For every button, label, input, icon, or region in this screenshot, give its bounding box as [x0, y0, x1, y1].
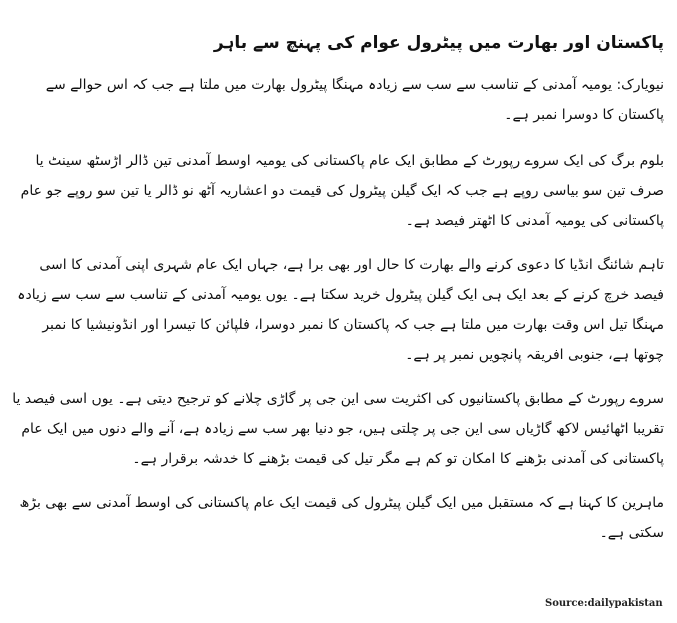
article-paragraph-2: بلوم برگ کی ایک سروے رپورٹ کے مطابق ایک عام پاکستانی کی یومیہ اوسط آمدنی تین ڈالر اڑسٹھ سینٹ یا صرف تین سو بیاسی روپے ہے جب کہ ایک گیلن پیٹرول کی قیمت دو اعشاریہ آٹھ نو ڈالر یا تین سو روپے جو عام پاکستانی کی یومیہ آمدنی کا اٹھتر فیصد ہے۔ — [20, 153, 664, 229]
article-paragraph-4: سروے رپورٹ کے مطابق پاکستانیوں کی اکثریت سی این جی پر گاڑی چلانے کو ترجیح دیتی ہے۔ یوں اسی فیصد یا تقریبا اٹھائیس لاکھ گاڑیاں سی این جی پر چلتی ہیں، جو دنیا بھر سب سے زیادہ ہے، آنے والے دنوں میں ایک عام پاکستانی کی آمدنی بڑھنے کا امکان تو کم ہے مگر تیل کی قیمت بڑھنے کا خدشہ برقرار ہے۔ — [12, 391, 664, 467]
article-headline: پاکستان اور بھارت میں پیٹرول عوام کی پہنچ سے باہر — [213, 33, 664, 53]
article-paragraph-5: ماہرین کا کہنا ہے کہ مستقبل میں ایک گیلن پیٹرول کی قیمت ایک عام پاکستانی کی اوسط آمدنی سے بھی بڑھ سکتی ہے۔ — [19, 495, 664, 541]
article-paragraph-1: نیویارک: یومیہ آمدنی کے تناسب سے سب سے زیادہ مہنگا پیٹرول بھارت میں ملتا ہے جب کہ اس حوالے سے پاکستان کا دوسرا نمبر ہے۔ — [45, 77, 664, 123]
source-credit: Source:dailypakistan — [545, 598, 663, 609]
article-paragraph-3: تاہم شائنگ انڈیا کا دعوی کرنے والے بھارت کا حال اور بھی برا ہے، جہاں ایک عام شہری اپنی آمدنی کا اسی فیصد خرچ کرنے کے بعد ایک ہی ایک گیلن پیٹرول خرید سکتا ہے۔ یوں یومیہ آمدنی کے تناسب سے سب سے زیادہ مہنگا تیل اس وقت بھارت میں ملتا ہے جب کہ پاکستان کا نمبر دوسرا، فلپائن کا تیسرا اور انڈونیشیا کا نمبر چوتھا ہے، جنوبی افریقہ پانچویں نمبر پر ہے۔ — [17, 257, 664, 363]
